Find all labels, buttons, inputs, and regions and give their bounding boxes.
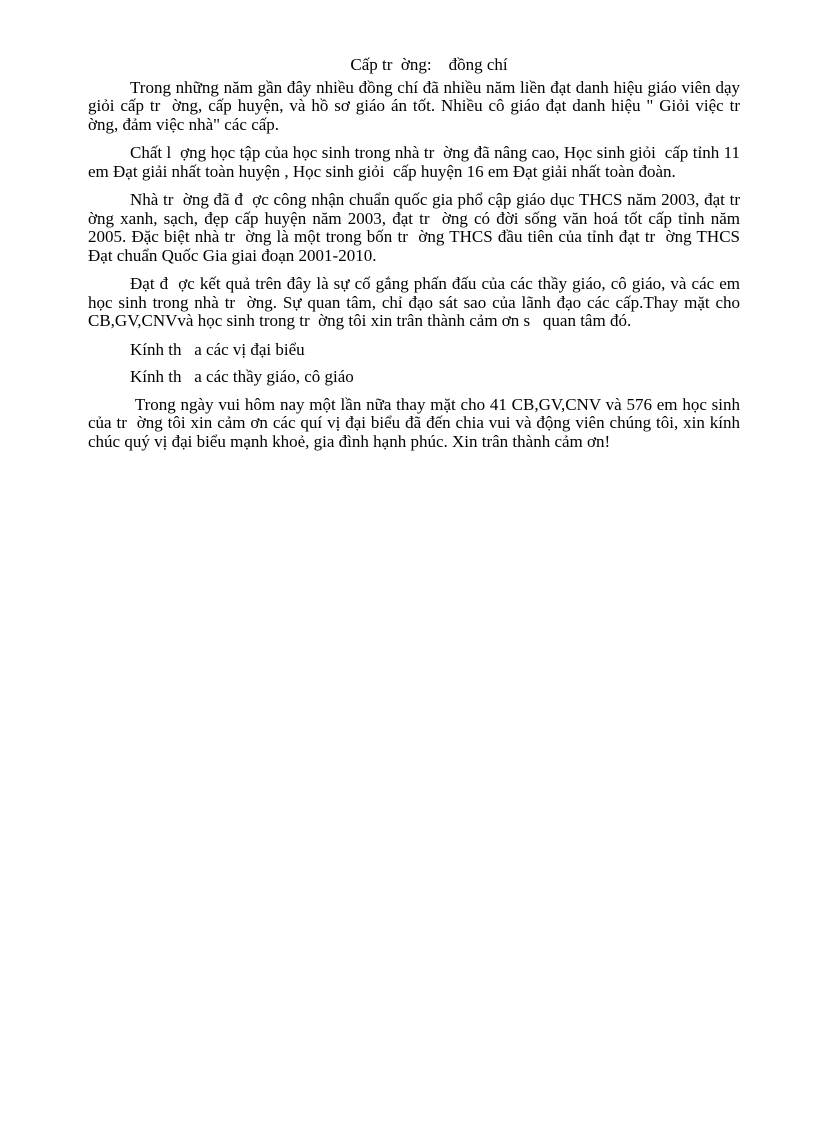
paragraph-achievements-teachers: Trong những năm gần đây nhiều đồng chí đã nhiều năm liền đạt danh hiệu giáo viên dạy giỏi cấp tr ờng, cấp huyện, và hồ sơ giáo án tốt. Nhiều cô giáo đạt danh hiệu " Giỏi việc tr ờng, đảm việc nhà" các cấp. (88, 77, 749, 134)
paragraph-school-recognition: Nhà tr ờng đã đ ợc công nhận chuẩn quốc gia phổ cập giáo dục THCS năm 2003, đạt tr ờng xanh, sạch, đẹp cấp huyện năm 2003, đạt tr ờng có đời sống văn hoá tốt cấp tỉnh năm 2005. Đặc biệt nhà tr ờng là một trong bốn tr ờng THCS đầu tiên của tỉnh đạt tr ờng THCS Đạt chuẩn Quốc Gia giai đoạn 2001-2010. (88, 190, 749, 265)
paragraph-thanks: Đạt đ ợc kết quả trên đây là sự cố gắng phấn đấu của các thầy giáo, cô giáo, và các em học sinh trong nhà tr ờng. Sự quan tâm, chỉ đạo sát sao của lãnh đạo các cấp.Thay mặt cho CB,GV,CNVvà học sinh trong tr ờng tôi xin trân thành cảm ơn s quan tâm đó. (88, 274, 745, 330)
greeting-delegates: Kính th a các vị đại biểu (130, 339, 305, 359)
section-heading: Cấp tr ờng: đồng chí (350, 55, 508, 74)
document-body (88, 55, 749, 461)
greeting-teachers: Kính th a các thầy giáo, cô giáo (130, 367, 354, 386)
paragraph-student-quality: Chất l ợng học tập của học sinh trong nhà tr ờng đã nâng cao, Học sinh giỏi cấp tỉnh 11 em Đạt giải nhất toàn huyện , Học sinh giỏi cấp huyện 16 em Đạt giải nhất toàn đoàn. (88, 143, 745, 181)
paragraph-closing: Trong ngày vui hôm nay một lần nữa thay mặt cho 41 CB,GV,CNV và 576 em học sinh của tr ờng tôi xin cảm ơn các quí vị đại biểu đã đến chia vui và động viên chúng tôi, xin kính chúc quý vị đại biểu mạnh khoẻ, gia đình hạnh phúc. Xin trân thành cảm ơn! (88, 394, 745, 451)
